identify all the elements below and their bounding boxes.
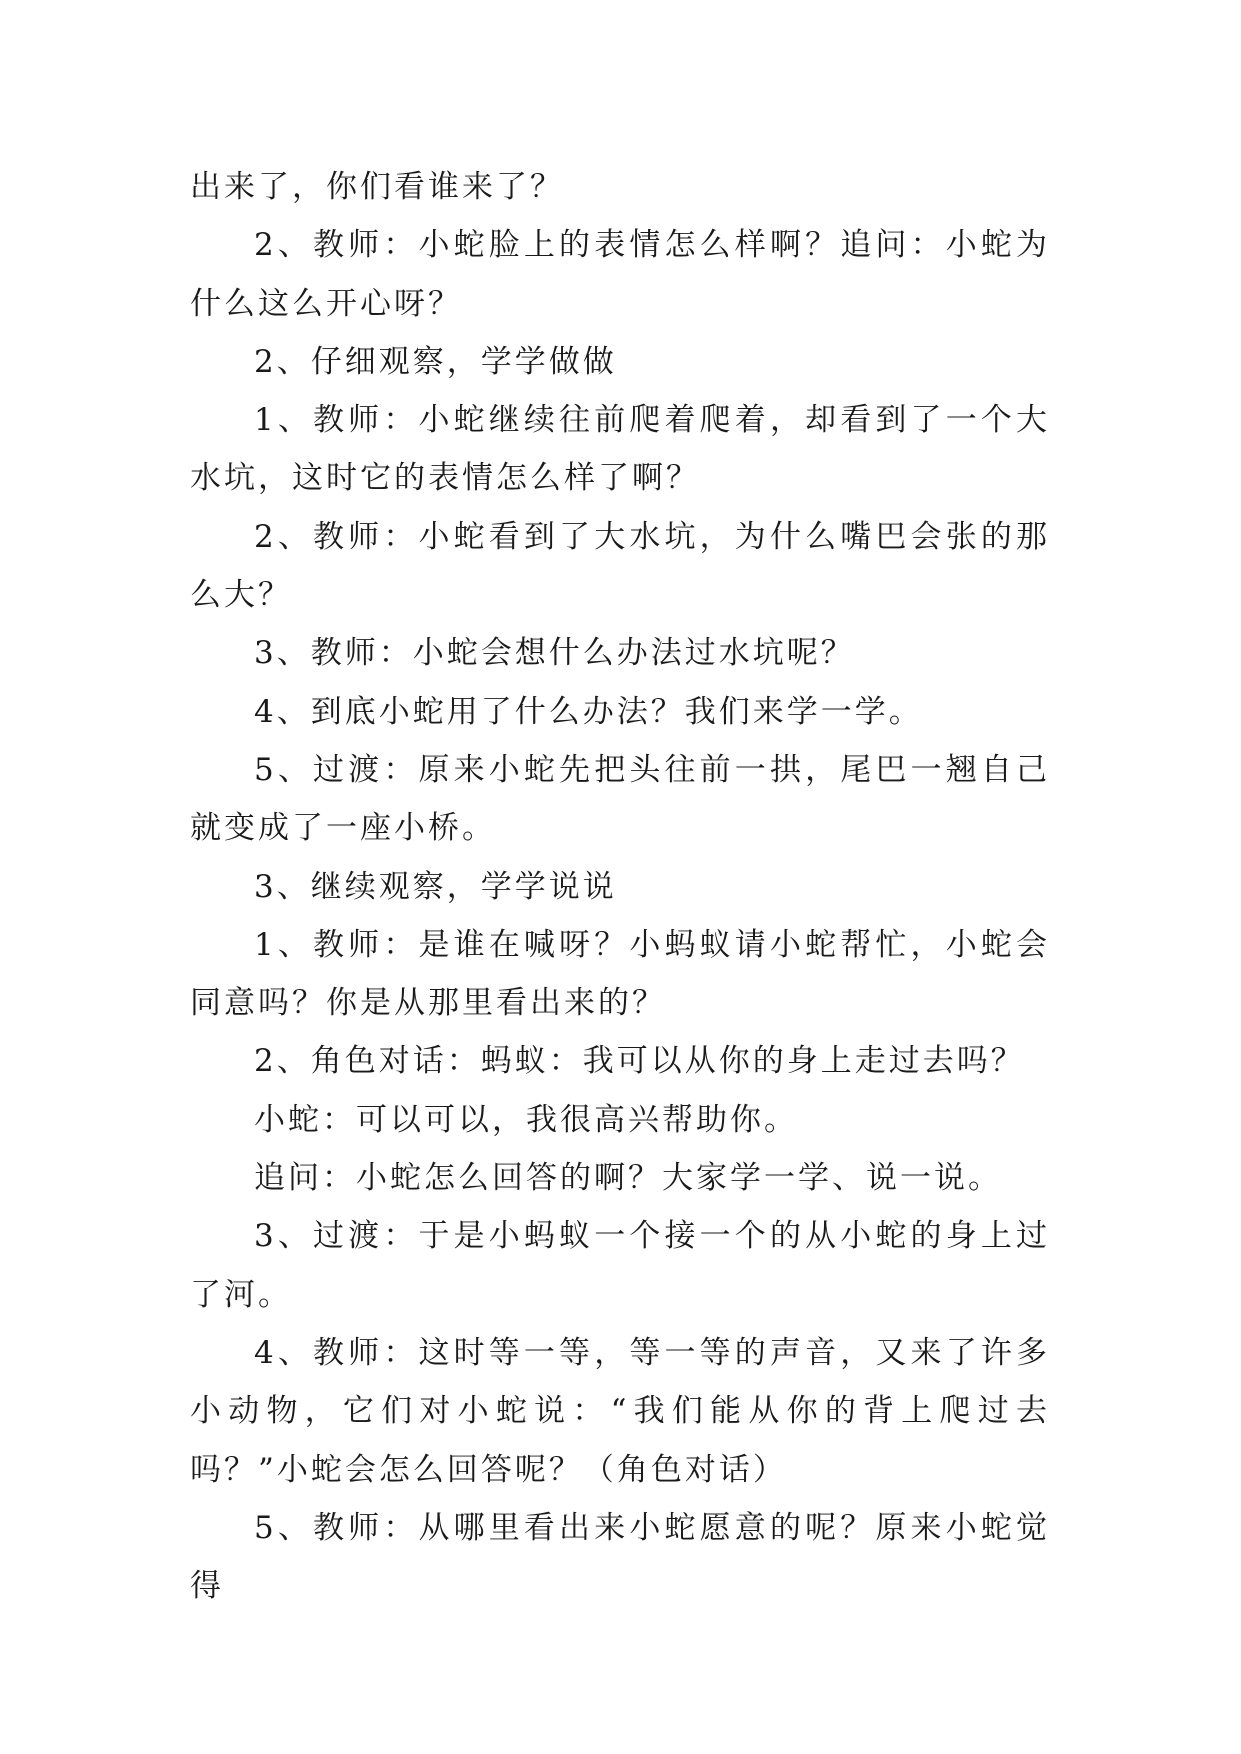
paragraph: 3、教师：小蛇会想什么办法过水坑呢？	[254, 635, 855, 672]
paragraph: 1、教师：小蛇继续往前爬着爬着，却看到了一个大水坑，这时它的表情怎么样了啊？	[190, 402, 1050, 497]
paragraph: 3、继续观察，学学说说	[254, 868, 617, 905]
paragraph: 5、教师：从哪里看出来小蛇愿意的呢？原来小蛇觉得	[190, 1509, 1050, 1605]
paragraph: 4、到底小蛇用了什么办法？我们来学一学。	[254, 693, 923, 730]
paragraph: 小蛇：可以可以，我很高兴帮助你。	[254, 1101, 798, 1138]
paragraph: 2、教师：小蛇看到了大水坑，为什么嘴巴会张的那么大？	[190, 518, 1050, 614]
paragraph: 追问：小蛇怎么回答的啊？大家学一学、说一说。	[254, 1160, 1002, 1197]
paragraph: 3、过渡：于是小蚂蚁一个接一个的从小蛇的身上过了河。	[190, 1218, 1050, 1313]
paragraph: 2、角色对话：蚂蚁：我可以从你的身上走过去吗？	[254, 1043, 1025, 1080]
paragraph: 5、过渡：原来小蛇先把头往前一拱，尾巴一翘自己就变成了一座小桥。	[190, 751, 1050, 847]
paragraph: 4、教师：这时等一等，等一等的声音，又来了许多小动物，它们对小蛇说：“我们能从你的背上爬过去吗？”小蛇会怎么回答呢？（角色对话）	[190, 1334, 1050, 1488]
document-body	[190, 158, 1050, 1615]
paragraph: 2、仔细观察，学学做做	[254, 343, 617, 380]
paragraph: 出来了，你们看谁来了？	[190, 169, 564, 205]
paragraph: 2、教师：小蛇脸上的表情怎么样啊？追问：小蛇为什么这么开心呀？	[190, 227, 1050, 322]
paragraph: 1、教师：是谁在喊呀？小蚂蚁请小蛇帮忙，小蛇会同意吗？你是从那里看出来的？	[190, 926, 1050, 1022]
